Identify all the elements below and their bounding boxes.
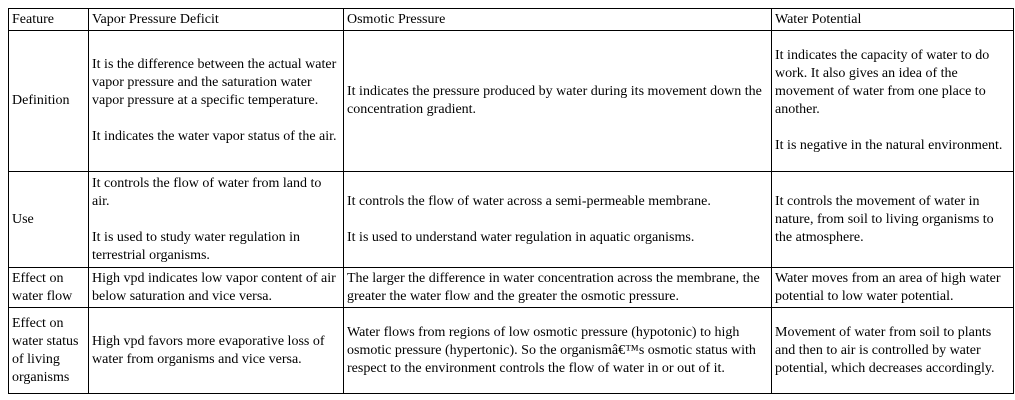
cell-paragraph: Water flows from regions of low osmotic pressure (hypotonic) to high osmotic pressure (hypertonic). So the organismâ€™s osmotic status with respect to the environment controls the flow of water in or out of it.: [347, 324, 756, 376]
table-row-definition: [9, 31, 1014, 172]
cell-paragraph: It indicates the water vapor status of the air.: [92, 129, 337, 144]
osmotic-cell: [344, 308, 772, 394]
column-header-osmotic-pressure: Osmotic Pressure: [344, 9, 772, 31]
feature-cell: Use: [9, 172, 89, 268]
cell-paragraph: It controls the flow of water across a semi-permeable membrane.: [347, 193, 711, 209]
feature-cell: Effect on water flow: [9, 268, 89, 308]
column-header-vapor-pressure-deficit: Vapor Pressure Deficit: [89, 9, 344, 31]
cell-paragraph: It indicates the capacity of water to do work. It also gives an idea of the movement of water from one place to another.: [775, 48, 990, 117]
header-row: [9, 9, 1014, 31]
table-row-use: [9, 172, 1014, 268]
cell-paragraph: It controls the movement of water in nature, from soil to living organisms to the atmosphere.: [775, 193, 994, 245]
table-row-effect-on-water-flow: [9, 268, 1014, 308]
column-header-water-potential: Water Potential: [772, 9, 1014, 31]
cell-paragraph: It is used to understand water regulation in aquatic organisms.: [347, 229, 695, 245]
cell-paragraph: The larger the difference in water concentration across the membrane, the greater the water flow and the greater the osmotic pressure.: [347, 270, 760, 304]
feature-cell: Effect on water status of living organisms: [9, 308, 89, 394]
water-potential-cell: [772, 268, 1014, 308]
cell-paragraph: It indicates the pressure produced by water during its movement down the concentration gradient.: [347, 84, 762, 117]
water-potential-cell: [772, 31, 1014, 172]
column-header-feature: Feature: [9, 9, 89, 31]
cell-paragraph: It is negative in the natural environment.: [775, 138, 1003, 153]
osmotic-cell: [344, 172, 772, 268]
cell-paragraph: High vpd indicates low vapor content of air below saturation and vice versa.: [92, 270, 336, 304]
water-potential-cell: [772, 172, 1014, 268]
vpd-cell: [89, 172, 344, 268]
vpd-cell: [89, 268, 344, 308]
vpd-cell: [89, 31, 344, 172]
table-row-effect-on-water-status: [9, 308, 1014, 394]
osmotic-cell: [344, 31, 772, 172]
osmotic-cell: [344, 268, 772, 308]
water-potential-cell: [772, 308, 1014, 394]
cell-paragraph: Movement of water from soil to plants and then to air is controlled by water potential, which decreases accordingly.: [775, 324, 995, 376]
cell-paragraph: High vpd favors more evaporative loss of water from organisms and vice versa.: [92, 333, 325, 367]
comparison-table: [8, 8, 1014, 394]
cell-paragraph: It is the difference between the actual water vapor pressure and the saturation water vapor pressure at a specific temperature.: [92, 57, 337, 108]
vpd-cell: [89, 308, 344, 394]
feature-cell: Definition: [9, 31, 89, 172]
cell-paragraph: Water moves from an area of high water potential to low water potential.: [775, 270, 1001, 304]
cell-paragraph: It is used to study water regulation in terrestrial organisms.: [92, 229, 301, 263]
cell-paragraph: It controls the flow of water from land to air.: [92, 175, 322, 209]
